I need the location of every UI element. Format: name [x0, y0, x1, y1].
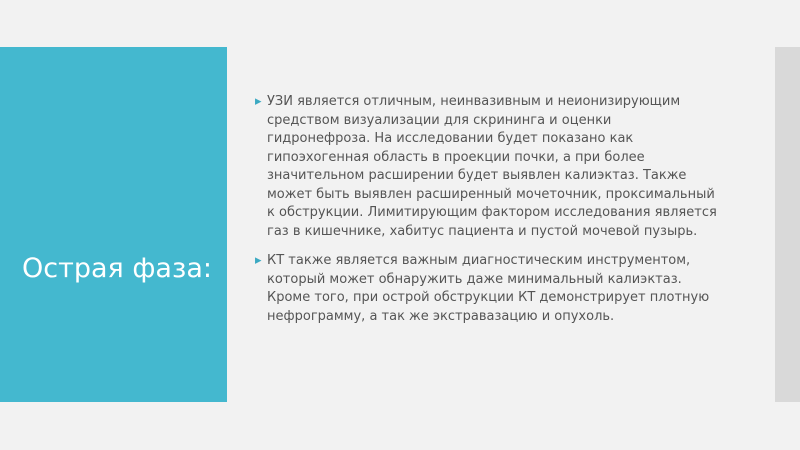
bullet-text: КТ также является важным диагностическим инструментом, который может обнаружить даже минимальный калиэктаз. Кроме того, при острой обструкции КТ демонстрирует плотную нефрограмму, а так же экстравазацию и опухоль.	[267, 253, 710, 324]
decorative-side-strip	[775, 47, 800, 402]
bullet-arrow-icon: ▸	[255, 253, 262, 268]
slide-title: Острая фаза:	[22, 253, 212, 284]
title-panel	[0, 47, 227, 402]
bullet-text: УЗИ является отличным, неинвазивным и неионизирующим средством визуализации для скрининга и оценки гидронефроза. На исследовании будет показано как гипоэхогенная область в проекции почки, а при более значительном расширении будет выявлен калиэктаз. Также может быть выявлен расширенный мочеточник, проксимальный к обструкции. Лимитирующим фактором исследования является газ в кишечнике, хабитус пациента и пустой мочевой пузырь.	[267, 94, 717, 239]
bullet-arrow-icon: ▸	[255, 94, 262, 109]
slide-content	[255, 93, 717, 337]
bullet-item-ultrasound	[255, 93, 717, 241]
bullet-item-ct	[255, 252, 717, 326]
